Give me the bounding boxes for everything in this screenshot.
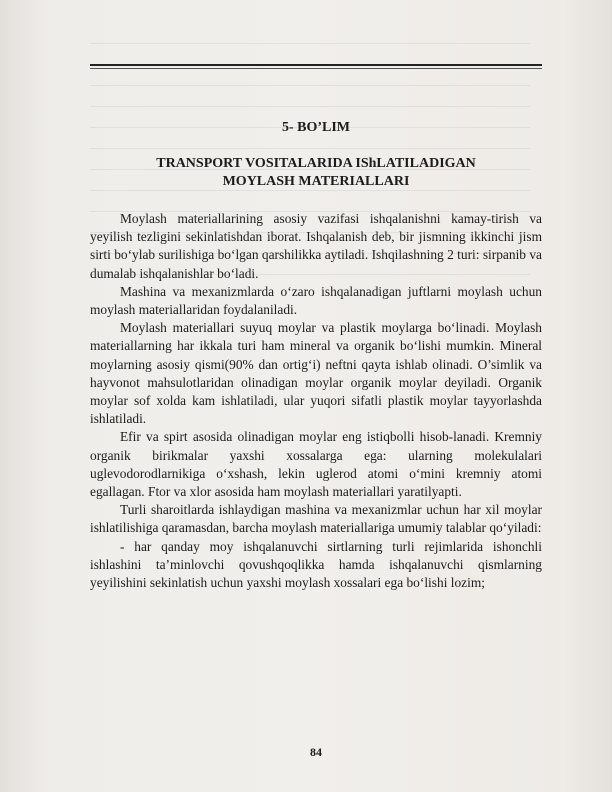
paragraph: Moylash materiallarining asosiy vazifasi ishqalanishni kamay-tirish va yeyilish tezligini sekinlatishdan iborat. Ishqalanish deb, bir jismning ikkinchi jism sirti bo‘ylab surilishiga bo‘lgan qarshilikka aytiladi. Ishqilashning 2 turi: sirpanib va dumalab ishqalanishlar bo‘ladi.: [90, 211, 542, 281]
chapter-heading: 5- BO’LIM: [281, 120, 351, 135]
page-number: 84: [310, 745, 322, 759]
paragraph: Efir va spirt asosida olinadigan moylar eng istiqbolli hisob-lanadi. Kremniy organik birikmalar yaxshi xossalarga ega: ularning molekulalari uglevodorodlarnikiga o‘xshash, lekin uglerod atomi o‘mini kremniy atomi egallagan. Ftor va xlor asosida ham moylash materiallari yaratilyapti.: [90, 429, 542, 500]
section-title-line-1: TRANSPORT VOSITALARIDA IShLATILADIGAN: [156, 156, 476, 171]
header-rule: [90, 64, 542, 66]
header-rule-thin: [90, 68, 542, 69]
paragraph: Mashina va mexanizmlarda o‘zaro ishqalanadigan juftlarni moylash uchun moylash materiallaridan foydalaniladi.: [90, 283, 542, 318]
section-title: [90, 155, 542, 191]
paragraph: Turli sharoitlarda ishlaydigan mashina va mexanizmlar uchun har xil moylar ishlatilishiga qaramasdan, barcha moylash materiallariga umumiy talablar qo‘yiladi:: [90, 502, 542, 536]
paragraph: - har qanday moy ishqalanuvchi sirtlarning turli rejimlarida ishonchli ishlashini ta’minlovchi qovushqoqlikka hamda ishqalanuvchi qismlarning yeyilishini sekinlatish uchun yaxshi moylash xossalari ega bo‘lishi lozim;: [90, 538, 542, 591]
body-text: [90, 210, 542, 592]
paragraph: Moylash materiallari suyuq moylar va plastik moylarga bo‘linadi. Moylash materiallarning har ikkala turi ham mineral va organik bo‘lishi mumkin. Mineral moylarning asosiy qismi(90% dan ortig‘i) neftni qayta ishlab olinadi. O’simlik va hayvonot mahsulotlaridan olinadigan moylar organik moylar deyiladi. Organik moylar sof xolda kam ishlatiladi, ular yuqori sifatli plastik moylar tayyorlashda ishlatiladi.: [90, 320, 542, 427]
section-title-line-2: MOYLASH MATERIALLARI: [222, 174, 410, 189]
